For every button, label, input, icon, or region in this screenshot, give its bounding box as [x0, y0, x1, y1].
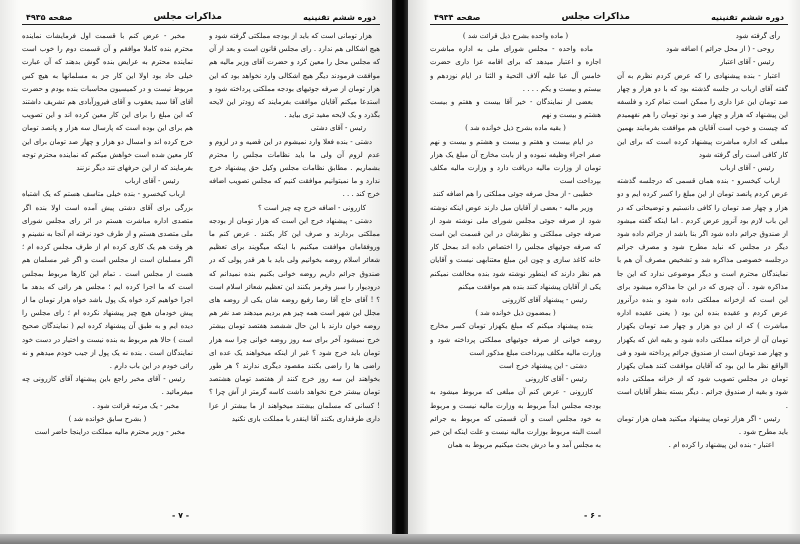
- paragraph: وزیر مالیه - بعضی از آقایان میل دارند عوض اینکه نوشته شود از صرفه جوئی مجلس شورای ملی نوشته شود از صرفه جوئی مملکتی و نظرشان در این قسمت این است که صرفه جوئیهای مجلس را اختصاص داده اند بمحل کار خانه کاغذ سازی و چون این مبلغ معتنابهی نیست و آقایان هم نظر دارند که اینطور نوشته شود بنده مخالفت نمیکنم یکی از آقایان پیشنهاد کنند بنده هم موافقت میکنم: [430, 203, 601, 291]
- paragraph: در ایام بیست و هفتم و بیست و هشتم و بیست و نهم صفر اجراء وظیفه نموده و از بابت مخارج آن مبلغ یک هزار تومان از وزارت مالیه دریافت دارد و وزارت مالیه مکلف بپرداخت است: [430, 137, 601, 186]
- column-left: [22, 30, 193, 500]
- text-columns: [22, 30, 380, 500]
- column-right: [617, 30, 788, 500]
- speaker-line: دشتی - این پیشنهاد خرج است: [499, 362, 587, 371]
- paragraph: خطیبی - از محل صرفه جوئی مملکتی را هم اضافه کنند: [432, 190, 593, 199]
- paragraph: رئیس - اگر هزار تومان پیشنهاد میکنید همان هزار تومان باید مطرح شود .: [617, 414, 788, 437]
- left-page: [0, 0, 392, 536]
- paragraph: مخبر - عرض کنم با قسمت اول فرمایشات نماینده محترم بنده کاملا موافقم و آن قسمت دوم را خوب است نماینده محترم به عرایض بنده گوش بدهند که آن عبارت خیلی حاد بود اولا این کار جز به مسلمانها به هیچ کس مربوط نیست و در کمیسیون محاسبات بنده بودم و حضرت آقای آقا سید یعقوب و آقای فیروزآبادی هم تشریف داشتند که این مبلغ را برای این کار معین کرده اند و این تصویب هم برای این بوده است که پارسال سه هزار و پانصد تومان خرج کرده اند و امسال دو هزار و چهار صد تومان برای این کار معین شده است خواهش میکنم که نماینده محترم توجه بفرمایند که از این حرفهای تند دیگر نزنند: [22, 32, 193, 173]
- session-label: دوره ششم تقنینیه: [303, 13, 376, 22]
- speaker-line: رئیس - آقای کازرونی: [525, 375, 587, 384]
- bracket-note: ( بشرح سابق خوانده شد ): [68, 414, 147, 423]
- speaker-line: رئیس - آقای دشتی: [310, 124, 366, 133]
- page-edge-shadow: [0, 534, 800, 544]
- paragraph: رئیس - آقای مخبر راجع باین پیشنهاد آقای کازرونی چه میفرمائید .: [22, 375, 193, 397]
- speaker-line: مخبر - یک مرتبه قرائت شود .: [92, 401, 179, 410]
- speaker-line: رئیس - آقای ارباب: [719, 164, 774, 173]
- speaker-line: رئیس - پیشنهاد آقای کازرونی: [502, 296, 587, 305]
- book-gutter: [392, 0, 408, 544]
- paragraph: بنده پیشنهاد میکنم که مبلغ یکهزار تومان کسر مخارج روضه خوانی از صرفه جوئیهای مملکتی پرداخته شود و وزارت مالیه مکلف بپرداخت مبلغ مذکور است: [430, 322, 601, 357]
- speaker-line: رئیس - آقای اعتبار: [719, 58, 774, 67]
- paragraph: ارباب کیخسرو - بنده خیلی متاسف هستم که یک اشتباه بزرگی برای آقای دشتی پیش آمده است اولا بنده اگر متصدی اداره مباشرت هستم در اثر رای مجلس شورای ملی متصدی هستم و از طرف خود نرفته ام آنجا به نشینم و هر وقت هم یک کاری کرده ام از طرف مجلس کرده ام ؛ اگر مسلمان است از مجلس است و اگر غیر مسلمان هم هست از مجلس است . تمام این کارها مربوط بمجلس است که ما اجرا کرده ایم ؛ مجلس هر رائی که بدهد ما اجرا خواهیم کرد خواه یک پول باشد خواه هزار تومان ما از پیش خودمان هیچ چیز پیشنهاد نکرده ام ؛ رای مجلس را دیده ایم و به طبق آن پیشنهاد کرده ایم ( نمایندگان صحیح است ) حالا هم مربوط به بنده نیست و اختیار در دست خود نمایندگان است . بنده نه یک پول از جیب خودم میدهم و نه رائی خودم در این باب دارم .: [22, 190, 193, 371]
- paragraph: ماده واحده - مجلس شورای ملی به اداره مباشرت اجازه و اعتبار میدهد که برای اقامه عزا داری حضرت خامس آل عبا علیه آلاف التحیة و الثنا در ایام نوزدهم و بیستم و بیست و یکم . . . .: [430, 45, 601, 93]
- page-title: مذاکرات مجلس: [153, 12, 222, 22]
- column-right: [209, 30, 380, 500]
- page-header: [22, 8, 380, 25]
- paragraph: ارباب کیخسرو - بنده همان قسمی که درجلسه گذشته عرض کردم پانصد تومان از این مبلغ را کسر کرده ایم و دو هزار و چهار صد تومان را کافی دانستیم و توضیحاتی که در این باب لازم بود آنروز عرض کردم . اما اینکه گفته میشود از صندوق جرائم داده شود اگر بنا باشد از جرائم داده شود دیگر در مجلس که نباید مطرح شود و مصرف جرائم درجلسه خصوصی مذاکره شد و تشخیص مصرف آن هم با نمایندگان محترم است و دیگر موضوعی ندارد که این جا مذاکره شود . آن چیزی که در این جا مذاکره میشود برای این است که ازخزانه مملکتی داده شود و بنده درآنروز عرض کردم و عقیده بنده این بود ( یعنی عقیده اداره مباشرت ) که از این دو هزار و چهار صد تومان یکهزار تومان آن از خزانه مملکتی داده شود و بقیه اش که یکهزار و چهار صد تومان است از صندوق جرائم پرداخته شود و فی الواقع نظر ما این بود که آقایان موافقت کنند همان یکهزار تومان در مجلس تصویب شود که از خزانه مملکتی داده شود و بقیه از صندوق جرائم . دیگر بسته بنظر آقایان است .: [617, 177, 788, 410]
- speaker-line: رئیس - آقای ارباب: [124, 177, 179, 186]
- bracket-note: ( ماده واحده بشرح ذیل قرائت شد ): [462, 32, 569, 40]
- speaker-line: کازرونی - اضافه خرج چه چیز است ؟: [258, 203, 366, 212]
- right-page: [408, 0, 800, 536]
- speaker-line: اعتبار - بنده این پیشنهاد را کرده ام .: [668, 441, 774, 450]
- paragraph: اعتبار - بنده پیشنهادی را که عرض کردم نظرم به آن گفته آقای ارباب در جلسه گذشته بود که با دو هزار و چهار صد تومان این عزا داری را ممکن است تمام کرد و فلسفه این پیشنهاد که هزار و چهار صد و نود تومان را هم نفهمیدم که چیست و خوب است آقایان هم موافقت بفرمایند بهمین مبلغی که اداره مباشرت پیشنهاد کرده است که برای این کار کافی است رأی گرفته شود: [617, 71, 788, 159]
- bracket-note: ( بقیه ماده بشرح ذیل خوانده شد ): [465, 124, 566, 133]
- paragraph: کازرونی - عرض کنم آن مبلغی که مربوط میشود به بودجه مجلس ابداً مربوط به وزارت مالیه نیست و مربوط به خود مجلس است و آن قسمتی که مربوط به جرائم است البته مربوط بوزارت مالیه نیست و علت اینکه این خبر به مجلس آمد و ما درش بحث میکنیم مربوط به همان: [430, 388, 601, 450]
- session-label: دوره ششم تقنینیه: [711, 13, 784, 22]
- paragraph: دشتی - بنده فعلا وارد نمیشوم در این قضیه و در لزوم و عدم لزوم آن ولی ما باید نظامات مجلس را محترم بشماریم . مطابق نظامات مجلس وکیل حق پیشنهاد خرج ندارد و ما نمیتوانیم موافقت کنیم که مجلس تصویب اضافه خرج کند . . .: [209, 137, 380, 199]
- speaker-line: روحی - ( از محل جرائم ) اضافه شود: [666, 45, 774, 54]
- paragraph: دشتی - پیشنهاد خرج این است که هزار تومان از بودجه مملکتی بردارند و صرف این کار بکنند . عرض کنم ما وروفقامان موافقت میکنیم با اینکه میگویند برای تعظیم شعائر اسلام روضه بخوانیم ولی باید با هر قدر پولی که در صندوق جرائم داریم روضه خوانی بکنیم بنده نمیدانم که درودیوار را سبز وقرمز بکنند این تعظیم شعائر اسلام است ؟ ! آقای حاج آقا رضا رفیع روضه شان یکی از روضه های مجلل این شهر است همه چیز هم بردیم میدهند صد نفر هم روضه خوان دارند با این حال ششصد هفتصد تومان بیشتر خرج نمیشود آخر برای سه روز روضه خوانی چرا سه هزار تومان باید خرج شود ؟ غیر از اینکه میخواهند یک عده ای راضی ها را راضی بکنند مقصود دیگری ندارند ؟ هر طور بخواهند این سه روز خرج کنند از هفتصد تومان هشتصد تومان بیشتر خرج نخواهد داشت کاسه گرمتر از آش چرا ؟ ! کسانی که مسلمان بیشتند میخواهند از ما بیشتر از عزا داری طرفداری بکنند آقا اینقدر با مملکت بازی نکنید: [209, 216, 380, 423]
- bracket-note: ( بمضمون ذیل خوانده شد ): [475, 309, 556, 318]
- page-title: مذاکرات مجلس: [561, 12, 630, 22]
- page-number-label: صفحه ۴۹۳۴: [434, 13, 481, 22]
- paragraph: مخبر - وزیر محترم مالیه مملکت دراینجا حاضر است: [34, 428, 185, 437]
- paragraph: رأی گرفته شود: [735, 32, 780, 40]
- folio-number: - ۶ -: [584, 511, 602, 520]
- page-header: [430, 8, 788, 25]
- column-left: [430, 30, 601, 500]
- paragraph: هزار تومانی است که باید از بودجه مملکتی گرفته شود و هیچ اشکالی هم ندارد . رای مجلس قانون است و بعد از آن که مجلس محل را معین کرد و حضرت آقای وزیر مالیه هم موافقت فرمودند دیگر هیچ اشکالی وارد نخواهد بود که این هزار تومان از صرفه جوئیهای بودجه مملکتی پرداخته شود و استدعا میکنم آقایان موافقت بفرمایند که زودتر این لایحه بگذرد و یک لایحه مفید تری بیاید .: [209, 32, 380, 120]
- page-number-label: صفحه ۴۹۳۵: [26, 13, 73, 22]
- paragraph: بعضی از نمایندگان - خیر آقا بیست و هفتم و بیست هشتم و بیست و نهم: [430, 98, 601, 120]
- text-columns: [430, 30, 788, 500]
- folio-number: - ۷ -: [172, 511, 190, 520]
